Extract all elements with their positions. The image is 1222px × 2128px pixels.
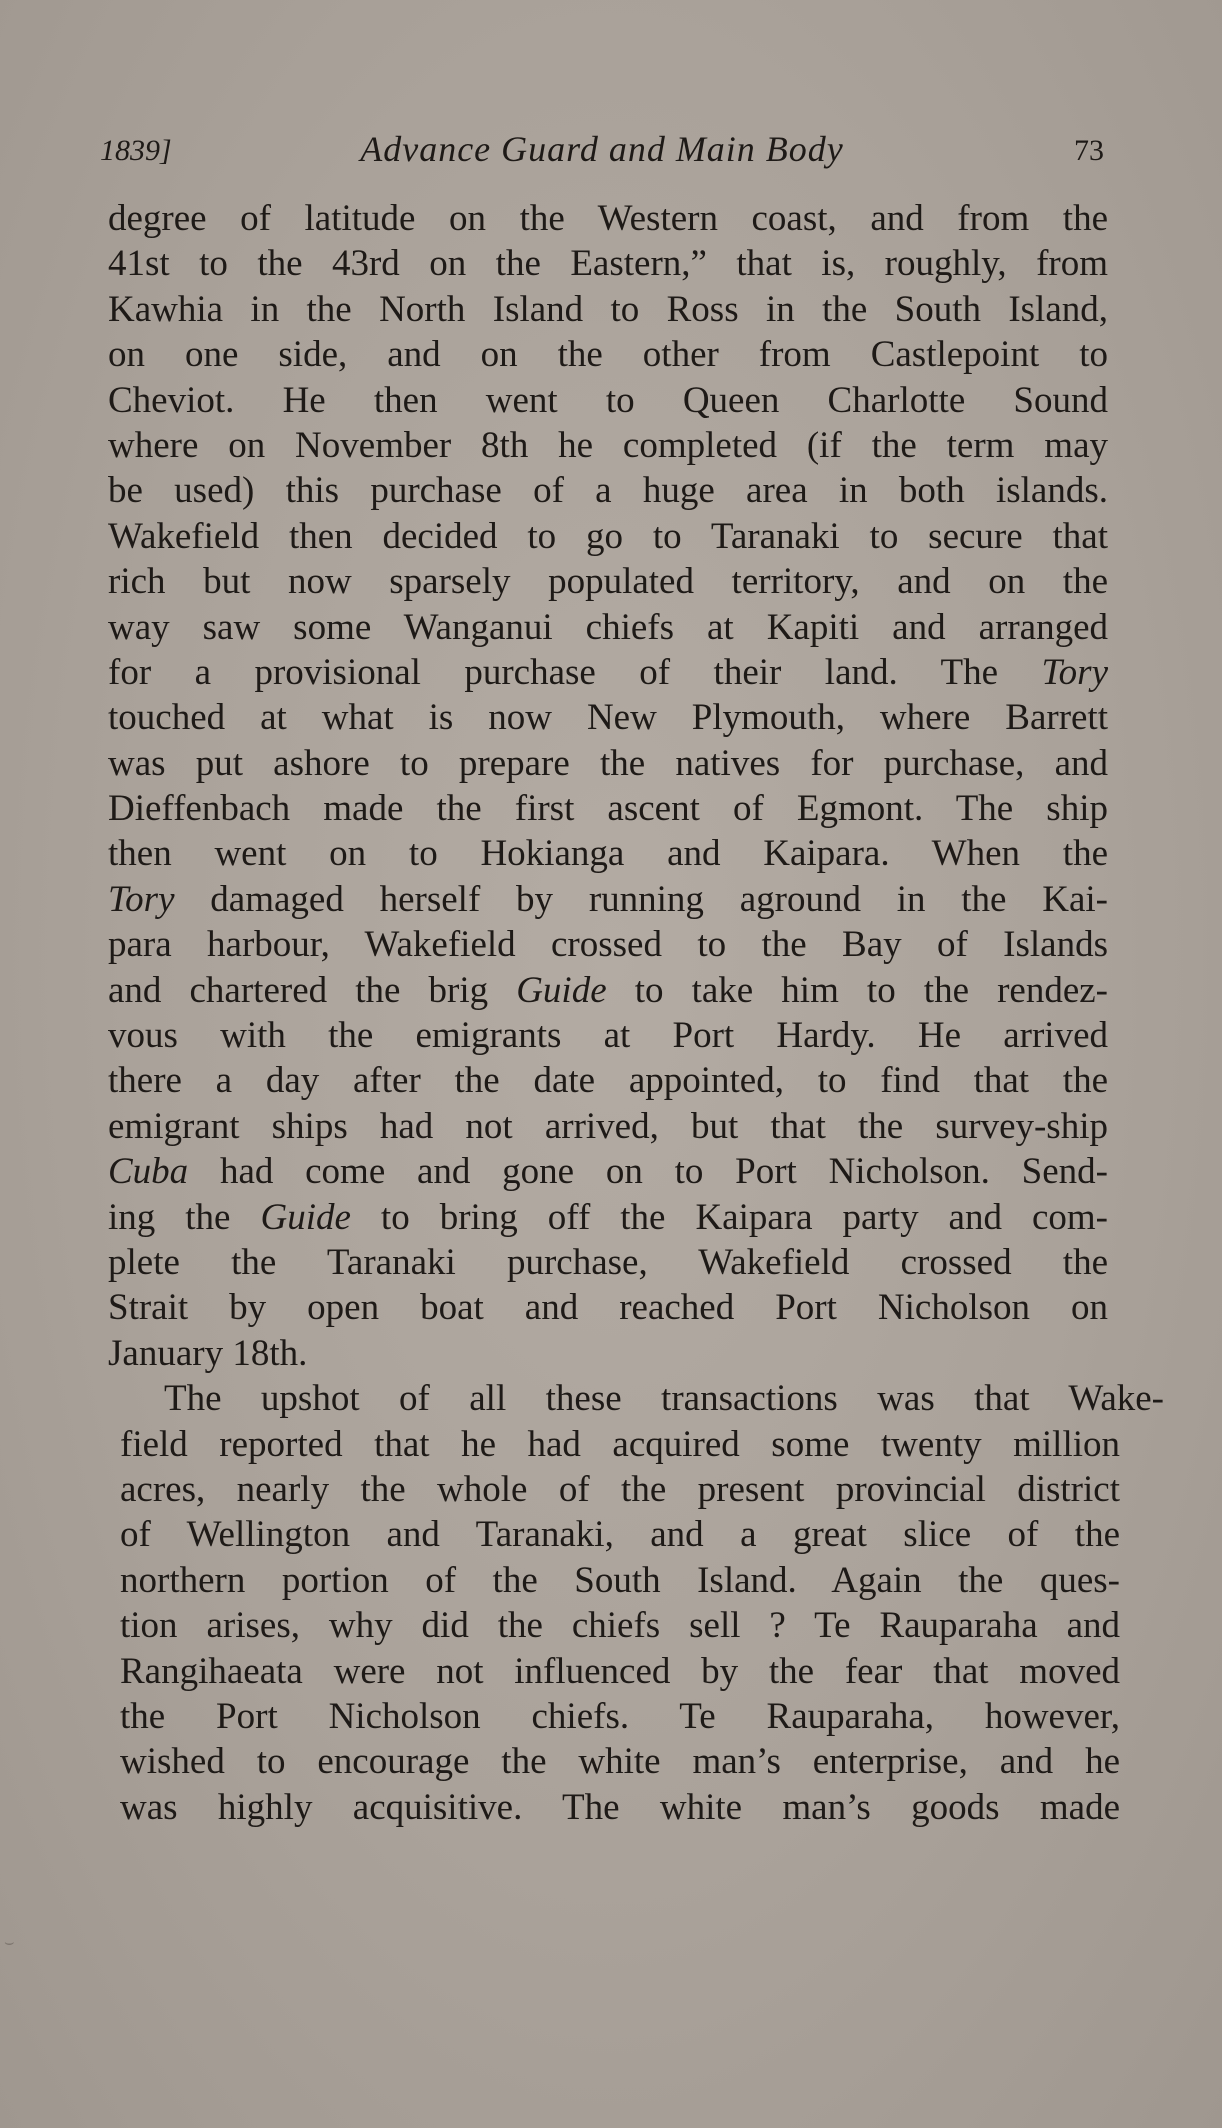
text-line: was put ashore to prepare the natives for purchase, and	[108, 742, 1108, 784]
text-line: touched at what is now New Plymouth, where Barrett	[108, 697, 1108, 739]
text-line: of Wellington and Taranaki, and a great slice of the	[120, 1514, 1120, 1556]
text-line: and chartered the brig Guide to take him to the rendez-	[108, 969, 1108, 1011]
text-line: tion arises, why did the chiefs sell ? Te Rauparaha and	[120, 1605, 1120, 1647]
text-line: para harbour, Wakefield crossed to the Bay of Islands	[108, 924, 1108, 966]
text-line: way saw some Wanganui chiefs at Kapiti and arranged	[108, 606, 1108, 648]
text-line: Cuba had come and gone on to Port Nicholson. Send-	[108, 1151, 1108, 1193]
text-line: rich but now sparsely populated territory, and on the	[108, 561, 1108, 603]
page-number: 73	[1074, 134, 1104, 167]
text-line: ing the Guide to bring off the Kaipara party and com-	[108, 1196, 1108, 1238]
body-text	[108, 196, 1164, 1830]
text-line: northern portion of the South Island. Again the ques-	[120, 1559, 1120, 1601]
text-line: for a provisional purchase of their land. The Tory	[108, 651, 1108, 693]
text-line: 41st to the 43rd on the Eastern,” that is, roughly, from	[108, 243, 1108, 285]
running-head-year: 1839]	[100, 134, 172, 167]
text-line: Dieffenbach made the first ascent of Egmont. The ship	[108, 788, 1108, 830]
margin-mark-icon: ⌣	[4, 1934, 15, 1951]
text-line: acres, nearly the whole of the present provincial district	[120, 1468, 1120, 1510]
text-line: wished to encourage the white man’s enterprise, and he	[120, 1741, 1120, 1783]
running-head-title: Advance Guard and Main Body	[360, 129, 844, 169]
text-line: the Port Nicholson chiefs. Te Rauparaha, however,	[120, 1695, 1120, 1737]
text-line: Rangihaeata were not influenced by the fear that moved	[120, 1650, 1120, 1692]
text-line: Kawhia in the North Island to Ross in the South Island,	[108, 288, 1108, 330]
text-line: Cheviot. He then went to Queen Charlotte Sound	[108, 379, 1108, 421]
text-line: vous with the emigrants at Port Hardy. He arrived	[108, 1015, 1108, 1057]
text-line: The upshot of all these transactions was that Wake-	[164, 1378, 1164, 1420]
text-line: emigrant ships had not arrived, but that the survey-ship	[108, 1105, 1108, 1147]
text-line: January 18th.	[108, 1332, 308, 1374]
text-line: plete the Taranaki purchase, Wakefield crossed the	[108, 1241, 1108, 1283]
text-line: then went on to Hokianga and Kaipara. When the	[108, 833, 1108, 875]
running-head	[100, 128, 1104, 188]
text-line: Tory damaged herself by running aground in the Kai-	[108, 878, 1108, 920]
text-line: Strait by open boat and reached Port Nicholson on	[108, 1287, 1108, 1329]
text-line: Wakefield then decided to go to Taranaki to secure that	[108, 515, 1108, 557]
text-line: was highly acquisitive. The white man’s goods made	[120, 1786, 1120, 1828]
text-line: there a day after the date appointed, to find that the	[108, 1060, 1108, 1102]
text-line: on one side, and on the other from Castlepoint to	[108, 334, 1108, 376]
text-line: where on November 8th he completed (if the term may	[108, 424, 1108, 466]
text-line: be used) this purchase of a huge area in both islands.	[108, 470, 1108, 512]
text-line: field reported that he had acquired some twenty million	[120, 1423, 1120, 1465]
text-line: degree of latitude on the Western coast, and from the	[108, 198, 1108, 239]
